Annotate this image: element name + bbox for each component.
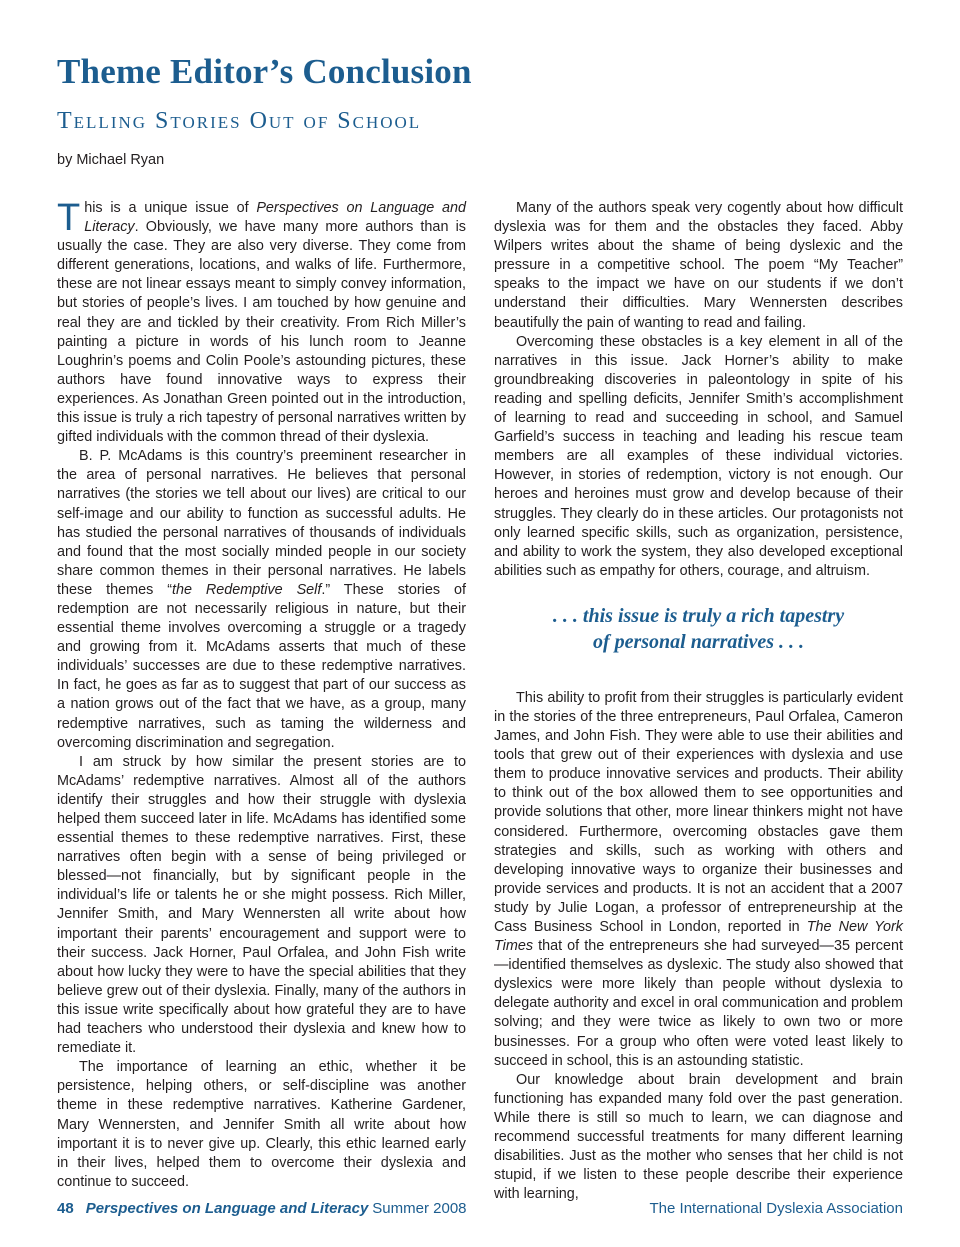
paragraph bbox=[494, 689, 903, 1071]
paragraph: Many of the authors speak very cogently about how difficult dyslexia was for them and the obstacles they faced. Abby Wilpers writes about the shame of being dyslexic and the pressure in a competitive school. The poem “My Teacher” speaks to the impact we have on our students if we don’t understand their difficulties. Mary Wennersten describes beautifully the pain of wanting to read and failing. bbox=[494, 200, 903, 331]
paragraph bbox=[57, 199, 466, 447]
pull-quote bbox=[494, 603, 903, 655]
article-subtitle: Telling Stories Out of School bbox=[57, 108, 422, 134]
footer-issue: Summer 2008 bbox=[372, 1200, 467, 1217]
paragraph: Our knowledge about brain development and brain functioning has expanded many fold over the past generation. While there is still so much to learn, we can diagnose and recommend successful treatments for many different learning disabilities. Just as the mother who senses that her child is not stupid, if we listen to these people describe their experience with learning, bbox=[494, 1071, 903, 1203]
footer-organization: The International Dyslexia Association bbox=[649, 1200, 903, 1217]
paragraph-text: .” These stories of redemption are not necessarily religious in nature, but their essential theme involves overcoming a struggle or a tragedy and growing from it. McAdams asserts that much of these individuals’ successes are due to these redemptive narratives. In fact, he goes as far as to suggest that part of our success as a nation grows out of the fact that we have, as a group, many redemptive narratives, such as taming the wilderness and overcoming discrimination and segregation. bbox=[57, 581, 466, 751]
paragraph: The importance of learning an ethic, whether it be persistence, helping others, or self-discipline was another theme in these redemptive narratives. Katherine Gardener, Mary Wennersten, and Jennifer Smith all write about how important it is to never give up. Clearly, this ethic learned early in their lives, helped them to overcome their dyslexia and continue to succeed. bbox=[57, 1059, 466, 1190]
paragraph-text: This ability to profit from their struggles is particularly evident in the stories of the three entrepreneurs, Paul Orfalea, Cameron James, and John Fish. They were able to use their abilities and tools that grew out of their experiences with dyslexia and use them to produce innovative services and products. Their ability to think out of the box allowed them to see opportunities and provide solutions that other, more linear thinkers might not have considered. Furthermore, overcoming obstacles gave them strategies and skills, such as working with others and developing innovative ways to organize their businesses and provide services and products. It is not an accident that a 2007 study by Julie Logan, a professor of entrepreneurship at the Cass Business School in London, reported in bbox=[494, 689, 903, 935]
pull-quote-line: of personal narratives . . . bbox=[592, 630, 805, 653]
paragraph: Overcoming these obstacles is a key element in all of the narratives in this issue. Jack Horner’s ability to make groundbreaking discoveries in paleontology in spite of his reading and spelling deficits, Jennifer Smith’s accomplishment of learning to read and succeeding in school, and Samuel Garfield’s success in teaching and leading his rescue team members are all examples of these individual victories. However, in stories of redemption, victory is not enough. Our heroes and heroines must grow and develop because of their struggles. They clearly do in these articles. Our protagonists not only learned specific skills, such as organization, persistence, and ability to work the system, they also developed exceptional abilities such as empathy for others, courage, and altruism. bbox=[494, 333, 903, 579]
journal-name: Perspectives on Language and Literacy bbox=[84, 200, 467, 236]
article-title: Theme Editor’s Conclusion bbox=[57, 52, 472, 91]
left-column bbox=[57, 199, 466, 1192]
italic-term: the Redemptive Self bbox=[171, 581, 322, 598]
byline: by Michael Ryan bbox=[57, 152, 165, 168]
paragraph: I am struck by how similar the present stories are to McAdams’ redemptive narratives. Almost all of the authors identify their struggles and how their struggle with dyslexia helped them succeed later in life. McAdams has identified some essential themes to these redemptive narratives. First, these narratives often begin with a sense of being privileged or blessed—not financially, but by significant people in the individual’s life or talents he or she might possess. Rich Miller, Jennifer Smith, and Mary Wennersten all write about how important their parents’ encouragement and support were to their success. Jack Horner, Paul Orfalea, and John Fish write about how lucky they were to have the special abilities that they believe grew out of their dyslexia. Finally, many of the authors in this issue write specifically about how grateful they are to have had teachers who understood their dyslexia and knew how to remediate it. bbox=[57, 753, 466, 1057]
paragraph bbox=[57, 447, 466, 753]
pull-quote-line: . . . this issue is truly a rich tapestry bbox=[552, 604, 845, 627]
footer-journal: Perspectives on Language and Literacy bbox=[85, 1200, 369, 1217]
paragraph-text: . Obviously, we have many more authors than is usually the case. They are also very diverse. They come from different generations, locations, and walks of life. Furthermore, these are not linear essays meant to simply convey information, but stories of people’s lives. I am touched by how genuine and real they are and tickled by their creativity. From Rich Miller’s painting a picture in words of his lunch room to Jeanne Loughrin’s poems and Colin Poole’s astounding pictures, these authors have found innovative ways to express their experiences. As Jonathan Green pointed out in the introduction, this issue is truly a rich tapestry of personal narratives written by gifted individuals with the common thread of their dyslexia. bbox=[57, 219, 466, 446]
page-footer bbox=[57, 1200, 903, 1222]
drop-cap: T bbox=[57, 197, 81, 239]
right-column bbox=[494, 199, 903, 1204]
paragraph-text: his is a unique issue of bbox=[84, 200, 257, 216]
paragraph-text: B. P. McAdams is this country’s preeminent researcher in the area of personal narratives. He believes that personal narratives (the stories we tell about our lives) are critical to our self-image and our ability to function as successful adults. He has studied the personal narratives of thousands of individuals and found that the most socially minded people in our society share common themes in their personal narratives. He labels these themes “ bbox=[57, 448, 466, 598]
paragraph-text: that of the entrepreneurs she had surveyed—35 percent—identified themselves as dyslexic. The study also showed that dyslexics were more likely than people without dyslexia to delegate authority and excel in oral communication and problem solving; and they were twice as likely to own two or more businesses. For a group who often were voted least likely to succeed in school, this is an astounding statistic. bbox=[494, 938, 903, 1069]
newspaper-name: The New York Times bbox=[494, 919, 904, 955]
page-number: 48 bbox=[57, 1200, 74, 1217]
